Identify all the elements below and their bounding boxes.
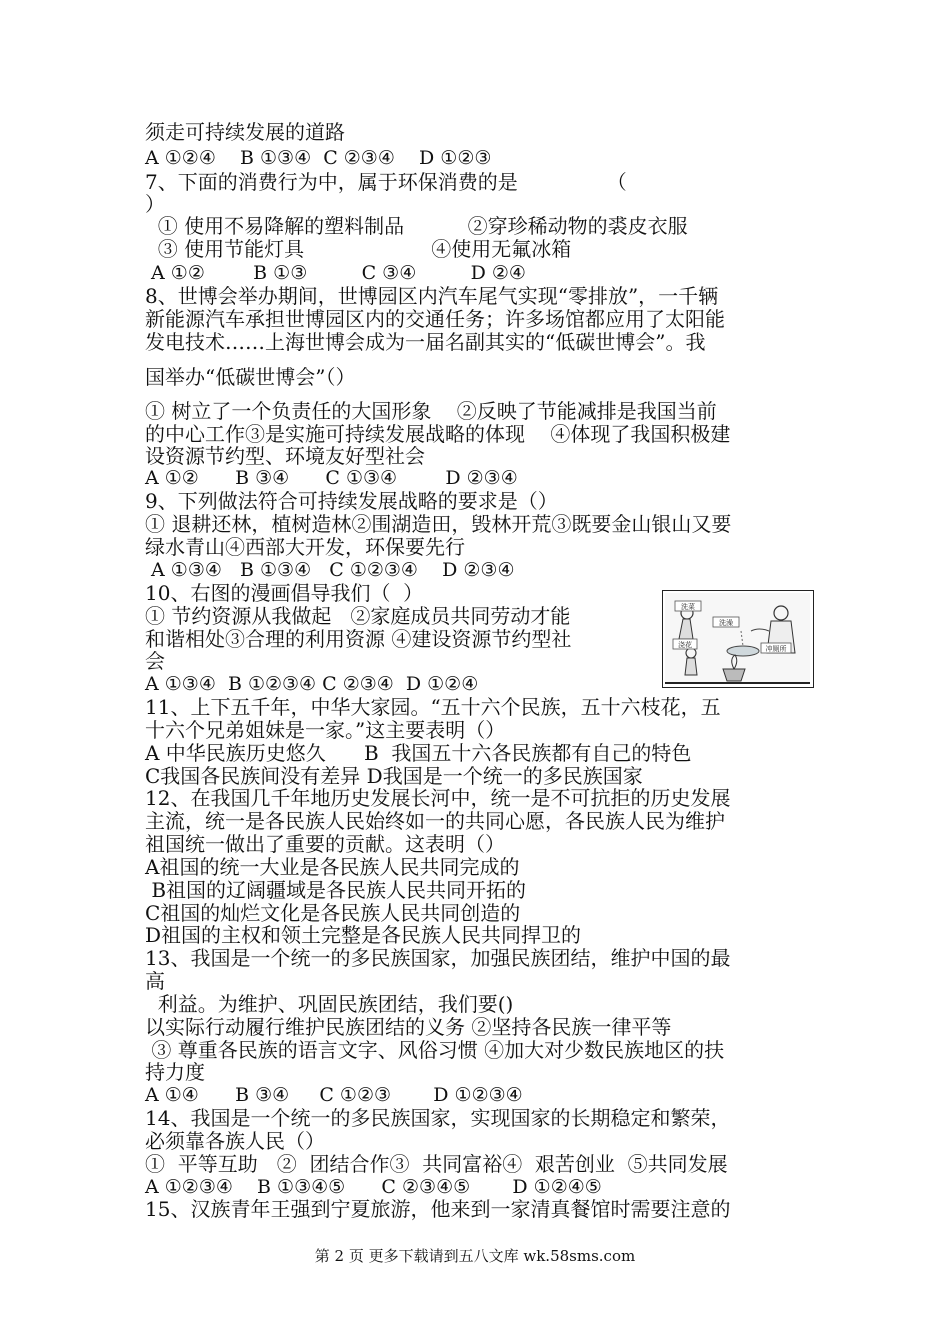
text-line: 和谐相处③合理的利用资源 ④建设资源节约型社 [145, 627, 572, 651]
question-8: 8、世博会举办期间，世博园区内汽车尾气实现“零排放”，一千辆 [145, 284, 719, 308]
choice-line: A祖国的统一大业是各民族人民共同完成的 [145, 855, 520, 879]
question-13: 13、我国是一个统一的多民族国家，加强民族团结，维护中国的最 [145, 946, 731, 970]
answer-options: A ①④ B ③④ C ①②③ D ①②③④ [145, 1084, 523, 1106]
choice-line: A 中华民族历史悠久 B 我国五十六各民族都有自己的特色 [145, 741, 692, 765]
cartoon-drawing [663, 591, 812, 686]
text-line: 须走可持续发展的道路 [145, 120, 345, 144]
label-flush: 冲厕所 [765, 645, 787, 653]
text-line: 主流，统一是各民族人民始终如一的共同心愿，各民族人民为维护 [145, 809, 725, 833]
question-12: 12、在我国几千年地历史发展长河中，统一是不可抗拒的历史发展 [145, 786, 731, 810]
cartoon-image [662, 590, 814, 688]
answer-options: A ①③④ B ①③④ C ①②③④ D ②③④ [145, 559, 515, 581]
question-10: 10、右图的漫画倡导我们（ ） [145, 581, 424, 605]
text-line: 设资源节约型、环境友好型社会 [145, 444, 425, 468]
text-line: ） [145, 192, 165, 216]
page-footer: 第 2 页 更多下载请到五八文库 wk.58sms.com [314, 1247, 636, 1265]
label-bath: 洗澡 [719, 619, 733, 627]
question-14: 14、我国是一个统一的多民族国家，实现国家的长期稳定和繁荣， [145, 1106, 731, 1130]
answer-options: A ①② B ③④ C ①③④ D ②③④ [145, 467, 518, 489]
text-line: 国举办“低碳世博会”（） [145, 365, 356, 389]
text-line: 十六个兄弟姐妹是一家。”这主要表明（） [145, 718, 506, 742]
answer-options: A ①②④ B ①③④ C ②③④ D ①②③ [145, 147, 492, 169]
text-line: 利益。为维护、巩固民族团结，我们要() [145, 992, 514, 1016]
text-line: 高 [145, 969, 165, 993]
choice-line: D祖国的主权和领土完整是各民族人民共同捍卫的 [145, 923, 582, 947]
question-11: 11、上下五千年，中华大家园。“五十六个民族，五十六枝花，五 [145, 695, 721, 719]
choice-line: ③ 使用节能灯具 ④使用无氟冰箱 [145, 237, 572, 261]
text-line: 发电技术……上海世博会成为一届名副其实的“低碳世博会”。我 [145, 330, 706, 354]
text-line: 的中心工作③是实施可持续发展战略的体现 ④体现了我国积极建 [145, 422, 731, 446]
choice-line: ① 节约资源从我做起 ②家庭成员共同劳动才能 [145, 604, 571, 628]
text-line: 祖国统一做出了重要的贡献。这表明（） [145, 832, 505, 856]
question-7: 7、下面的消费行为中，属于环保消费的是 （ [145, 170, 627, 194]
choice-line: 以实际行动履行维护民族团结的义务 ②坚持各民族一律平等 [145, 1015, 672, 1039]
choice-line: ① 树立了一个负责任的大国形象 ②反映了节能减排是我国当前 [145, 399, 717, 423]
text-line: ① 退耕还林，植树造林②围湖造田，毁林开荒③既要金山银山又要 [145, 512, 732, 536]
text-line: 绿水青山④西部大开发，环保要先行 [145, 535, 465, 559]
choice-line: C我国各民族间没有差异 D我国是一个统一的多民族国家 [145, 764, 643, 788]
text-line: 持力度 [145, 1060, 205, 1084]
label-water-flowers: 浇花 [678, 641, 692, 649]
question-15: 15、汉族青年王强到宁夏旅游，他来到一家清真餐馆时需要注意的 [145, 1197, 731, 1221]
text-line: 新能源汽车承担世博园区内的交通任务；许多场馆都应用了太阳能 [145, 307, 725, 331]
choice-line: ① 平等互助 ② 团结合作③ 共同富裕④ 艰苦创业 ⑤共同发展 [145, 1152, 728, 1176]
answer-options: A ①② B ①③ C ③④ D ②④ [145, 262, 526, 284]
answer-options: A ①②③④ B ①③④⑤ C ②③④⑤ D ①②④⑤ [145, 1176, 602, 1198]
text-line: 必须靠各族人民（） [145, 1129, 325, 1153]
choice-line: ① 使用不易降解的塑料制品 ②穿珍稀动物的裘皮衣服 [145, 214, 688, 238]
label-wash-veg: 洗菜 [681, 603, 695, 611]
question-9: 9、下列做法符合可持续发展战略的要求是（） [145, 489, 558, 513]
choice-line: ③ 尊重各民族的语言文字、风俗习惯 ④加大对少数民族地区的扶 [145, 1038, 725, 1062]
answer-options: A ①③④ B ①②③④ C ②③④ D ①②④ [145, 673, 479, 695]
choice-line: C祖国的灿烂文化是各民族人民共同创造的 [145, 901, 521, 925]
choice-line: B祖国的辽阔疆域是各民族人民共同开拓的 [145, 878, 527, 902]
text-line: 会 [145, 649, 165, 673]
